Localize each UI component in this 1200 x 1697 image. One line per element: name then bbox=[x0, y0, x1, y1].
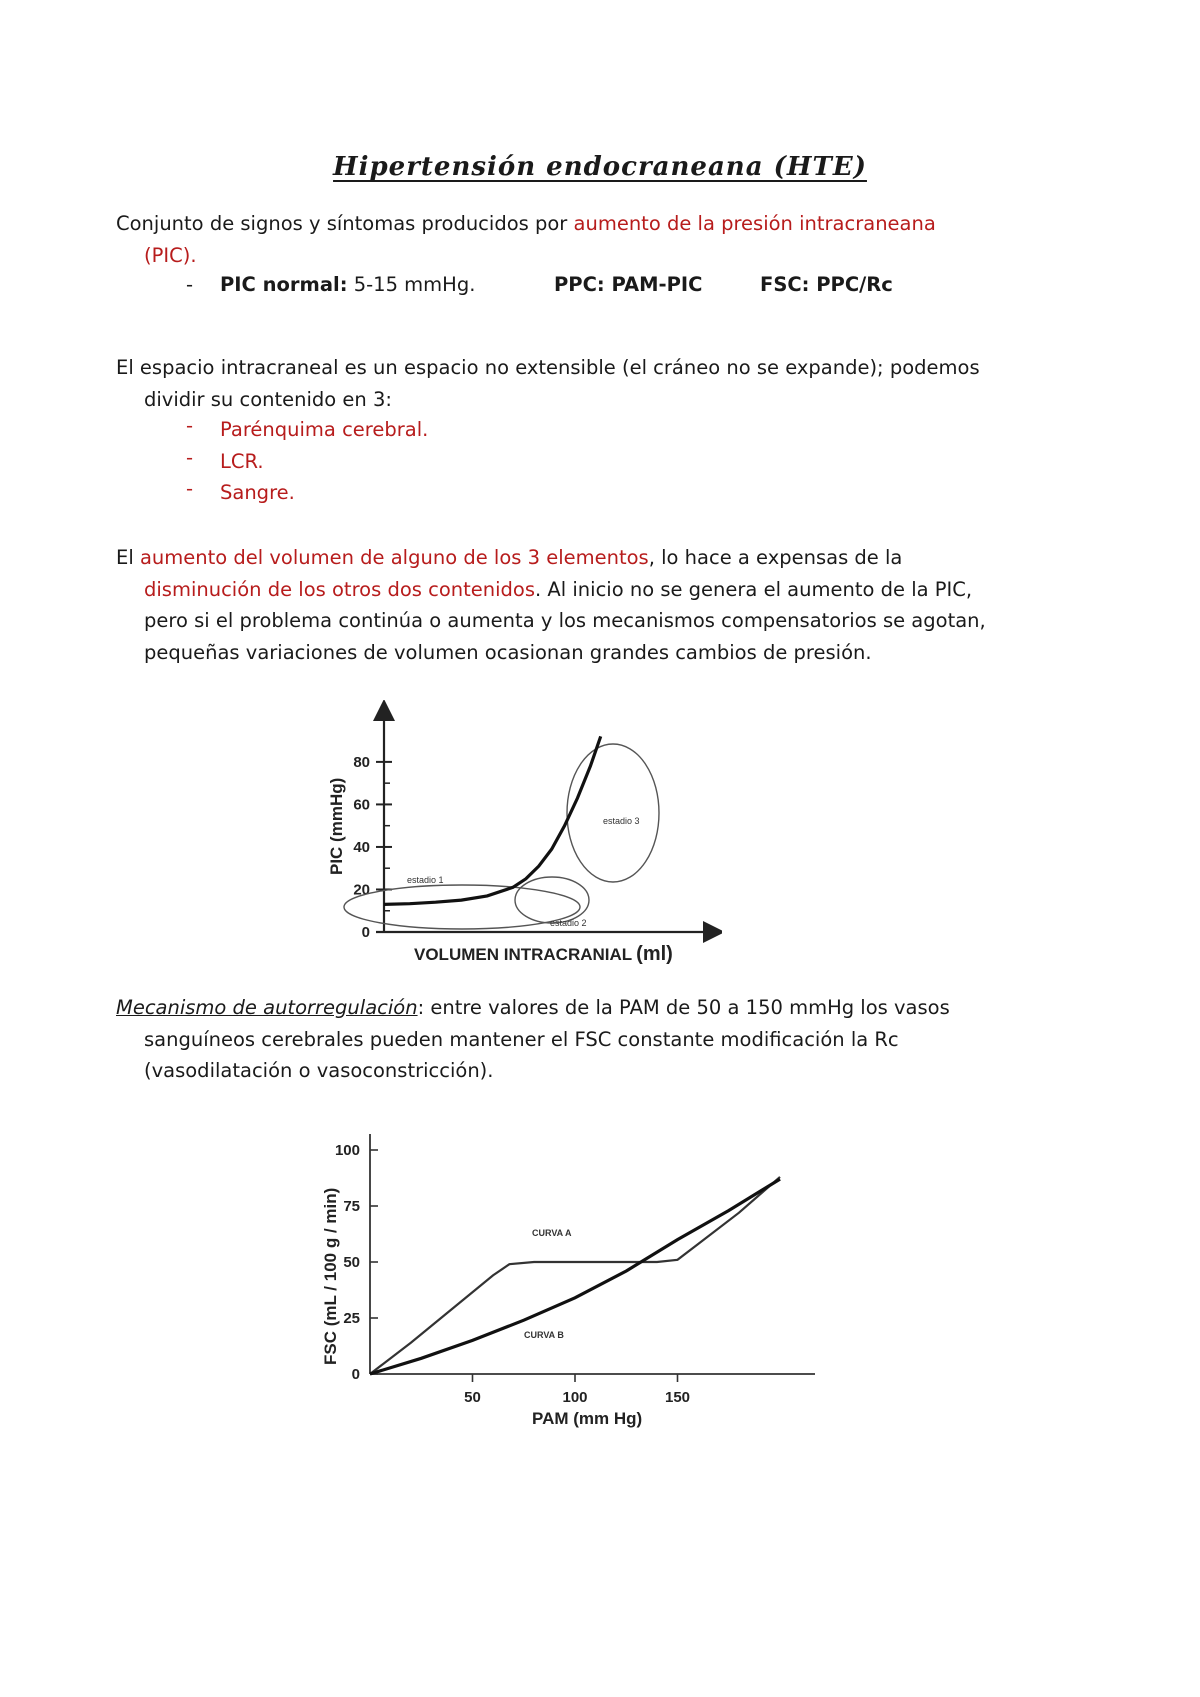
curve-a bbox=[370, 1177, 780, 1374]
definition-paragraph bbox=[116, 208, 1126, 271]
chart2-x-tick-label: 150 bbox=[664, 1389, 691, 1406]
volume-line-4: pequeñas variaciones de volumen ocasionan grandes cambios de presión. bbox=[144, 640, 872, 664]
volume-text-c: , lo hace a expensas de la bbox=[648, 546, 903, 569]
list-item: Sangre. bbox=[220, 481, 295, 504]
intracranial-line-2: dividir su contenido en 3: bbox=[144, 387, 392, 411]
autoregulation-term: Mecanismo de autorregulación bbox=[116, 996, 418, 1019]
stage-1-label: estadio 1 bbox=[407, 875, 444, 885]
pic-volume-chart bbox=[312, 700, 722, 970]
fsc-pam-chart bbox=[310, 1120, 830, 1430]
intracranial-space-paragraph bbox=[116, 352, 1126, 415]
autoregulation-paragraph bbox=[116, 992, 1126, 1087]
chart2-y-tick-label: 100 bbox=[334, 1142, 360, 1159]
volume-line-3: pero si el problema continúa o aumenta y los mecanismos compensatorios se agotan, bbox=[144, 609, 986, 632]
autoregulation-line-2: sanguíneos cerebrales pueden mantener el FSC constante modificación la Rc bbox=[144, 1027, 899, 1051]
chart2-y-tick-label: 0 bbox=[351, 1366, 360, 1383]
chart1-y-tick-label: 60 bbox=[353, 796, 370, 814]
chart2-y-label: FSC (mL / 100 g / min) bbox=[321, 1187, 340, 1365]
volume-paragraph bbox=[116, 542, 1126, 668]
volume-text-a: El bbox=[116, 546, 140, 569]
definition-tail: (PIC). bbox=[144, 243, 197, 267]
chart1-y-tick-label: 40 bbox=[353, 838, 370, 856]
pic-normal-label: PIC normal: bbox=[220, 273, 348, 296]
list-item: LCR. bbox=[220, 450, 264, 473]
pic-normal-value: 5-15 mmHg. bbox=[347, 273, 476, 296]
curve-b bbox=[370, 1179, 780, 1374]
chart2-y-tick-label: 75 bbox=[343, 1198, 360, 1215]
chart1-y-label: PIC (mmHg) bbox=[327, 777, 346, 875]
stage-2-label: estadio 2 bbox=[550, 918, 587, 928]
chart2-y-tick-label: 25 bbox=[343, 1310, 360, 1327]
chart2-x-tick-label: 100 bbox=[562, 1389, 588, 1406]
chart2-x-label: PAM (mm Hg) bbox=[532, 1409, 643, 1428]
volume-highlight-1: aumento del volumen de alguno de los 3 elementos bbox=[139, 546, 649, 569]
curve-b-label: CURVA B bbox=[524, 1330, 564, 1340]
list-dash-2: - bbox=[186, 446, 194, 469]
volume-text-e: . Al inicio no se genera el aumento de la PIC, bbox=[535, 577, 973, 601]
fsc-formula: FSC: PPC/Rc bbox=[760, 273, 893, 296]
list-dash-1: - bbox=[186, 414, 194, 437]
stage-3-ellipse bbox=[567, 744, 659, 882]
chart1-y-tick-label: 20 bbox=[353, 881, 370, 899]
chart1-y-tick-label: 80 bbox=[353, 753, 370, 771]
curve-a-label: CURVA A bbox=[532, 1228, 572, 1238]
chart2-x-tick-label: 50 bbox=[464, 1389, 481, 1406]
list-item: Parénquima cerebral. bbox=[220, 418, 429, 441]
chart1-y-tick-label: 0 bbox=[361, 924, 370, 941]
definition-highlight: aumento de la presión intracraneana bbox=[573, 212, 936, 235]
stage-2-ellipse bbox=[515, 877, 589, 923]
pic-normal bbox=[220, 269, 475, 300]
definition-lead: Conjunto de signos y síntomas producidos por bbox=[116, 212, 574, 235]
chart1-x-label: VOLUMEN INTRACRANIAL (ml) bbox=[414, 943, 673, 965]
ppc-formula: PPC: PAM-PIC bbox=[554, 273, 703, 296]
formula-dash: - bbox=[186, 273, 194, 296]
autoregulation-line-3: (vasodilatación o vasoconstricción). bbox=[144, 1059, 494, 1082]
chart2-y-tick-label: 50 bbox=[343, 1254, 360, 1271]
volume-highlight-2: disminución de los otros dos contenidos bbox=[144, 577, 536, 601]
stage-3-label: estadio 3 bbox=[603, 816, 640, 826]
autoregulation-text-1: : entre valores de la PAM de 50 a 150 mmHg los vasos bbox=[417, 996, 950, 1019]
list-dash-3: - bbox=[186, 477, 194, 500]
intracranial-line-1: El espacio intracraneal es un espacio no extensible (el cráneo no se expande); podemos bbox=[116, 356, 980, 379]
page-title: Hipertensión endocraneana (HTE) bbox=[333, 152, 867, 182]
